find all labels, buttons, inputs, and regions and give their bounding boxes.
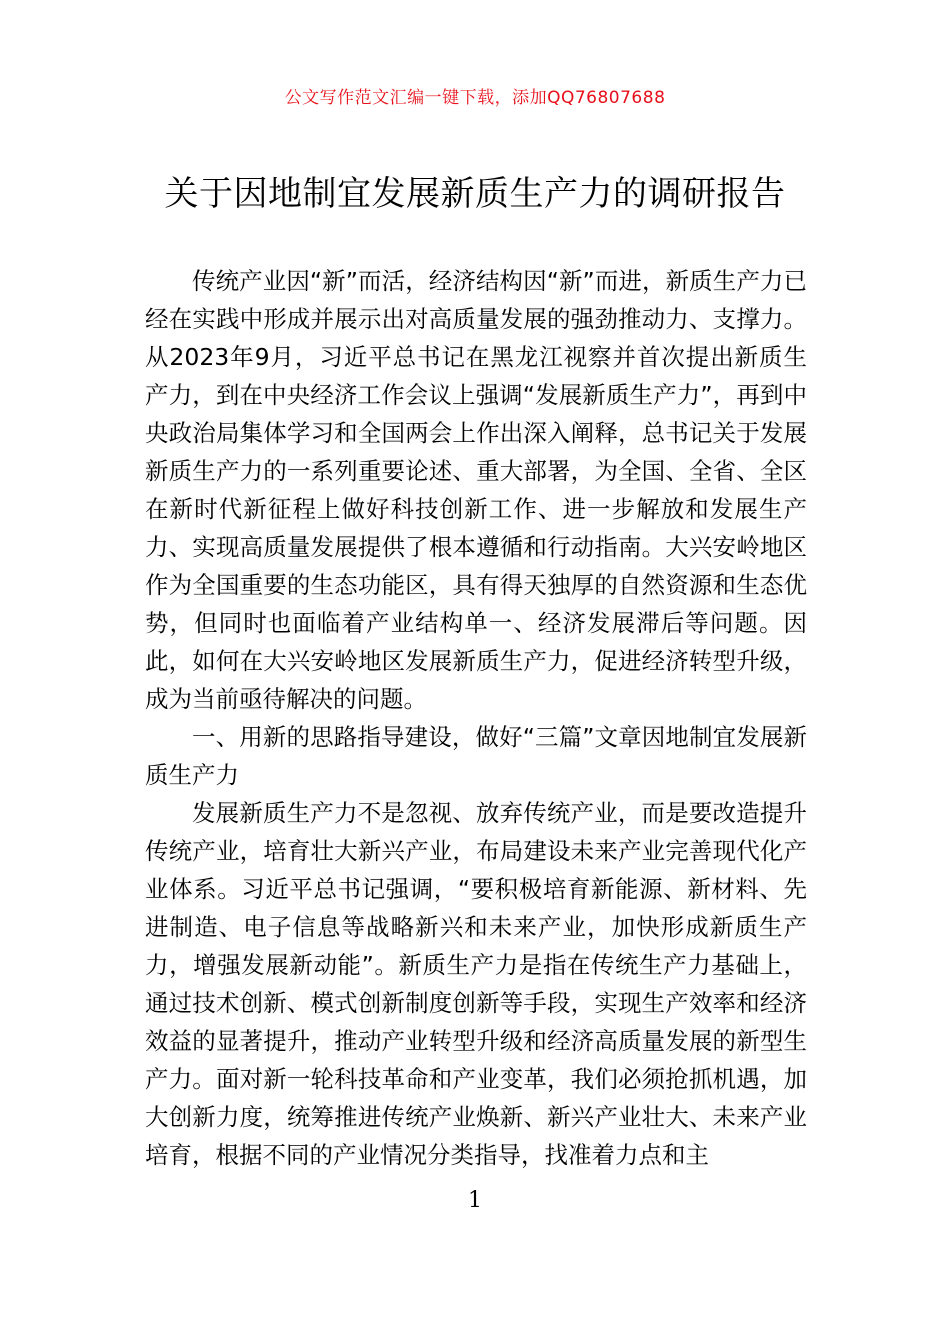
- document-body: [145, 262, 807, 1174]
- header-download-note: 公文写作范文汇编一键下载，添加QQ76807688: [284, 88, 666, 108]
- section-heading-1: 一、用新的思路指导建设，做好“三篇”文章因地制宜发展新质生产力: [145, 723, 807, 789]
- body-paragraph-section-1: 发展新质生产力不是忽视、放弃传统产业，而是要改造提升传统产业，培育壮大新兴产业，布局建设未来产业完善现代化产业体系。习近平总书记强调，“要积极培育新能源、新材料、先进制造、电子信息等战略新兴和未来产业，加快形成新质生产力，增强发展新动能”。新质生产力是指在传统生产力基础上，通过技术创新、模式创新制度创新等手段，实现生产效率和经济效益的显著提升，推动产业转型升级和经济高质量发展的新型生产力。面对新一轮科技革命和产业变革，我们必须抢抓机遇，加大创新力度，统筹推进传统产业焕新、新兴产业壮大、未来产业培育，根据不同的产业情况分类指导，找准着力点和主: [145, 799, 807, 1169]
- document-title: 关于因地制宜发展新质生产力的调研报告: [164, 174, 786, 214]
- body-paragraph-intro: 传统产业因“新”而活，经济结构因“新”而进，新质生产力已经在实践中形成并展示出对高质量发展的强劲推动力、支撑力。从2023年9月，习近平总书记在黑龙江视察并首次提出新质生产力，到在中央经济工作会议上强调“发展新质生产力”，再到中央政治局集体学习和全国两会上作出深入阐释，总书记关于发展新质生产力的一系列重要论述、重大部署，为全国、全省、全区在新时代新征程上做好科技创新工作、进一步解放和发展生产力、实现高质量发展提供了根本遵循和行动指南。大兴安岭地区作为全国重要的生态功能区，具有得天独厚的自然资源和生态优势，但同时也面临着产业结构单一、经济发展滞后等问题。因此，如何在大兴安岭地区发展新质生产力，促进经济转型升级，成为当前亟待解决的问题。: [145, 267, 807, 713]
- page-number: 1: [468, 1188, 482, 1213]
